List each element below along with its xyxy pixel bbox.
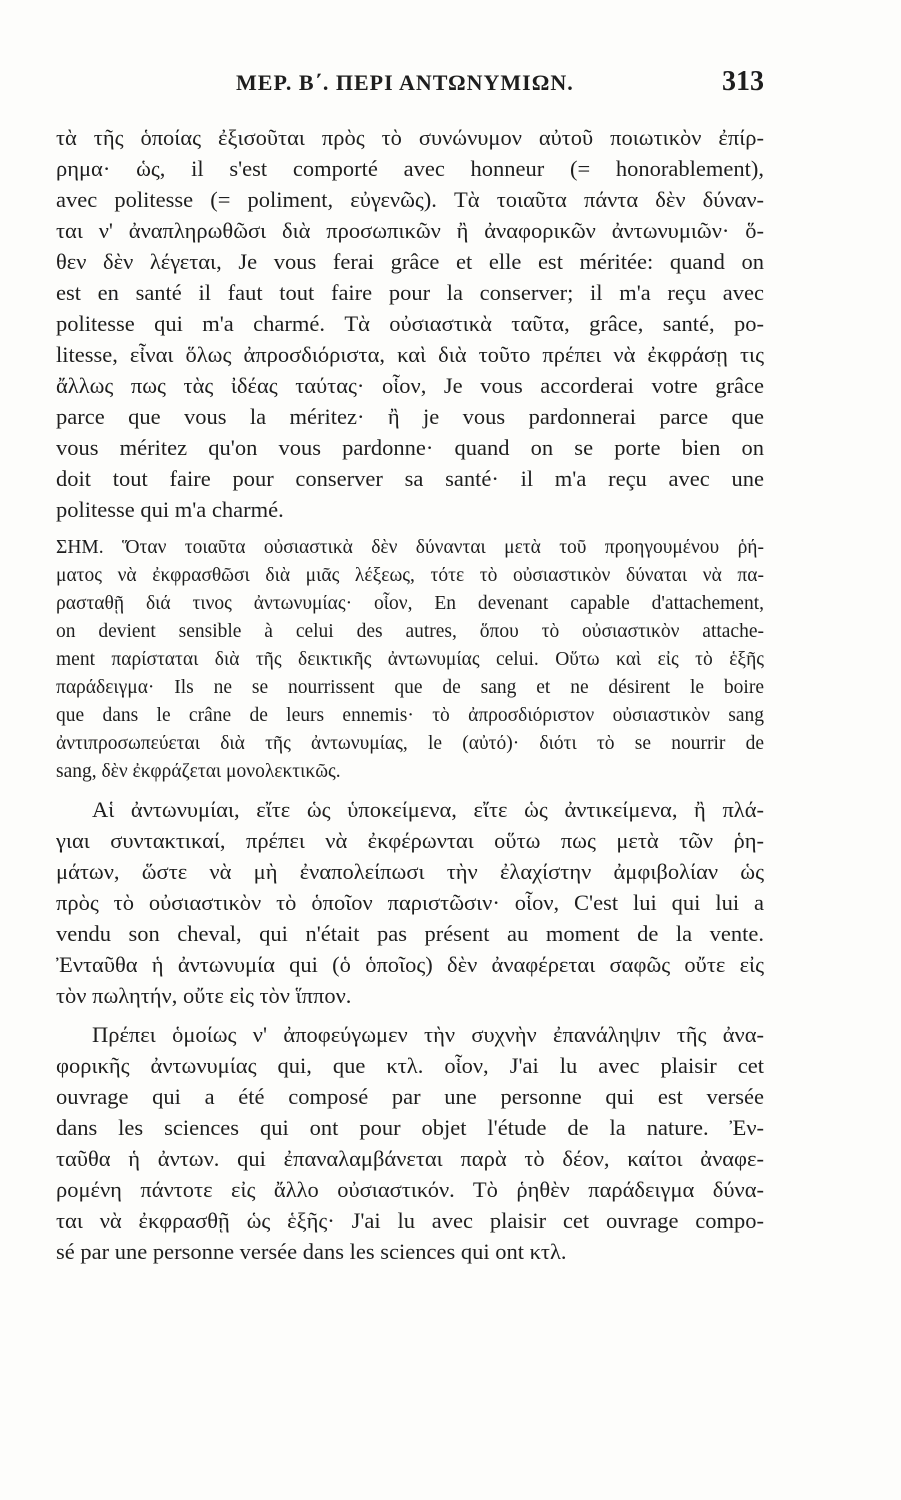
note-line: ἀντιπροσωπεύεται διὰ τῆς ἀντωνυμίας, le (αὐτό)· διότι τὸ se nourrir de <box>56 733 764 754</box>
note-line: que dans le crâne de leurs ennemis· τὸ ἀπροσδιόριστον οὐσιαστικὸν sang <box>56 705 764 726</box>
text-line: τὸν πωλητήν, οὔτε εἰς τὸν ἵππον. <box>56 983 352 1008</box>
text-line: avec politesse (= poliment, εὐγενῶς). Τὰ τοιαῦτα πάντα δὲν δύναν- <box>56 187 764 212</box>
text-line: πρὸς τὸ οὐσιαστικὸν τὸ ὁποῖον παριστῶσιν· οἷον, C'est lui qui lui a <box>56 890 764 915</box>
text-line: ται ν' ἀναπληρωθῶσι διὰ προσωπικῶν ἢ ἀναφορικῶν ἀντωνυμιῶν· ὅ- <box>56 218 764 243</box>
text-line: vendu son cheval, qui n'était pas présent au moment de la vente. <box>56 921 764 946</box>
text-line: φορικῆς ἀντωνυμίας qui, que κτλ. οἷον, J'ai lu avec plaisir cet <box>56 1053 764 1078</box>
text-line: ται νὰ ἐκφρασθῇ ὡς ἑξῆς· J'ai lu avec plaisir cet ouvrage compo- <box>56 1208 764 1233</box>
text-line: est en santé il faut tout faire pour la conserver; il m'a reçu avec <box>56 280 764 305</box>
note-line: ματος νὰ ἐκφρασθῶσι διὰ μιᾶς λέξεως, τότε τὸ οὐσιαστικὸν δύναται νὰ πα- <box>56 565 764 586</box>
note-line: παράδειγμα· Ils ne se nourrissent que de sang et ne désirent le boire <box>56 677 764 698</box>
text-line: politesse qui m'a charmé. Τὰ οὐσιαστικὰ ταῦτα, grâce, santé, po- <box>56 311 764 336</box>
text-line: Ἐνταῦθα ἡ ἀντωνυμία qui (ὁ ὁποῖος) δὲν ἀναφέρεται σαφῶς οὔτε εἰς <box>56 952 764 977</box>
text-line: parce que vous la méritez· ἢ je vous pardonnerai parce que <box>56 404 764 429</box>
text-line: θεν δὲν λέγεται, Je vous ferai grâce et elle est méritée: quand on <box>56 249 764 274</box>
text-line: τὰ τῆς ὁποίας ἐξισοῦται πρὸς τὸ συνώνυμον αὐτοῦ ποιωτικὸν ἐπίρ- <box>56 125 764 150</box>
text-line: litesse, εἶναι ὅλως ἀπροσδιόριστα, καὶ διὰ τοῦτο πρέπει νὰ ἐκφράσῃ τις <box>56 342 764 367</box>
text-line: ρομένη πάντοτε εἰς ἄλλο οὐσιαστικόν. Τὸ ῥηθὲν παράδειγμα δύνα- <box>56 1177 764 1202</box>
note-line: ρασταθῇ διά τινος ἀντωνυμίας· οἷον, En devenant capable d'attachement, <box>56 593 764 614</box>
text-line: vous méritez qu'on vous pardonne· quand on se porte bien on <box>56 435 764 460</box>
text-line: Πρέπει ὁμοίως ν' ἀποφεύγωμεν τὴν συχνὴν ἐπανάληψιν τῆς ἀνα- <box>92 1022 764 1047</box>
text-line: dans les sciences qui ont pour objet l'étude de la nature. Ἐν- <box>56 1115 764 1140</box>
note-line: sang, δὲν ἐκφράζεται μονολεκτικῶς. <box>56 761 341 782</box>
page-number: 313 <box>722 66 764 97</box>
text-line: politesse qui m'a charmé. <box>56 497 284 522</box>
text-line: ταῦθα ἡ ἀντων. qui ἐπαναλαμβάνεται παρὰ τὸ δέον, καίτοι ἀναφε- <box>56 1146 764 1171</box>
text-line: sé par une personne versée dans les sciences qui ont κτλ. <box>56 1239 567 1264</box>
text-line: ἄλλως πως τὰς ἰδέας ταύτας· οἷον, Je vous accorderai votre grâce <box>56 373 764 398</box>
page-header <box>56 62 764 102</box>
text-line: Αἱ ἀντωνυμίαι, εἴτε ὡς ὑποκείμενα, εἴτε ὡς ἀντικείμενα, ἢ πλά- <box>92 797 764 822</box>
note-line: ΣΗΜ. Ὅταν τοιαῦτα οὐσιαστικὰ δὲν δύνανται μετὰ τοῦ προηγουμένου ῥή- <box>56 537 764 558</box>
text-line: ouvrage qui a été composé par une personne qui est versée <box>56 1084 764 1109</box>
text-line: ρημα· ὡς, il s'est comporté avec honneur (= honorablement), <box>56 156 764 181</box>
note-line: on devient sensible à celui des autres, ὅπου τὸ οὐσιαστικὸν attache- <box>56 621 764 642</box>
note-line: ment παρίσταται διὰ τῆς δεικτικῆς ἀντωνυμίας celui. Οὕτω καὶ εἰς τὸ ἑξῆς <box>56 649 764 670</box>
running-head: ΜΕΡ. Β΄. ΠΕΡΙ ΑΝΤΩΝΥΜΙΩΝ. <box>236 70 574 95</box>
text-line: doit tout faire pour conserver sa santé· il m'a reçu avec une <box>56 466 764 491</box>
text-line: μάτων, ὥστε νὰ μὴ ἐναπολείπωσι τὴν ἐλαχίστην ἀμφιβολίαν ὡς <box>56 859 764 884</box>
text-line: γιαι συντακτικαί, πρέπει νὰ ἐκφέρωνται οὕτω πως μετὰ τῶν ῥη- <box>56 828 764 853</box>
